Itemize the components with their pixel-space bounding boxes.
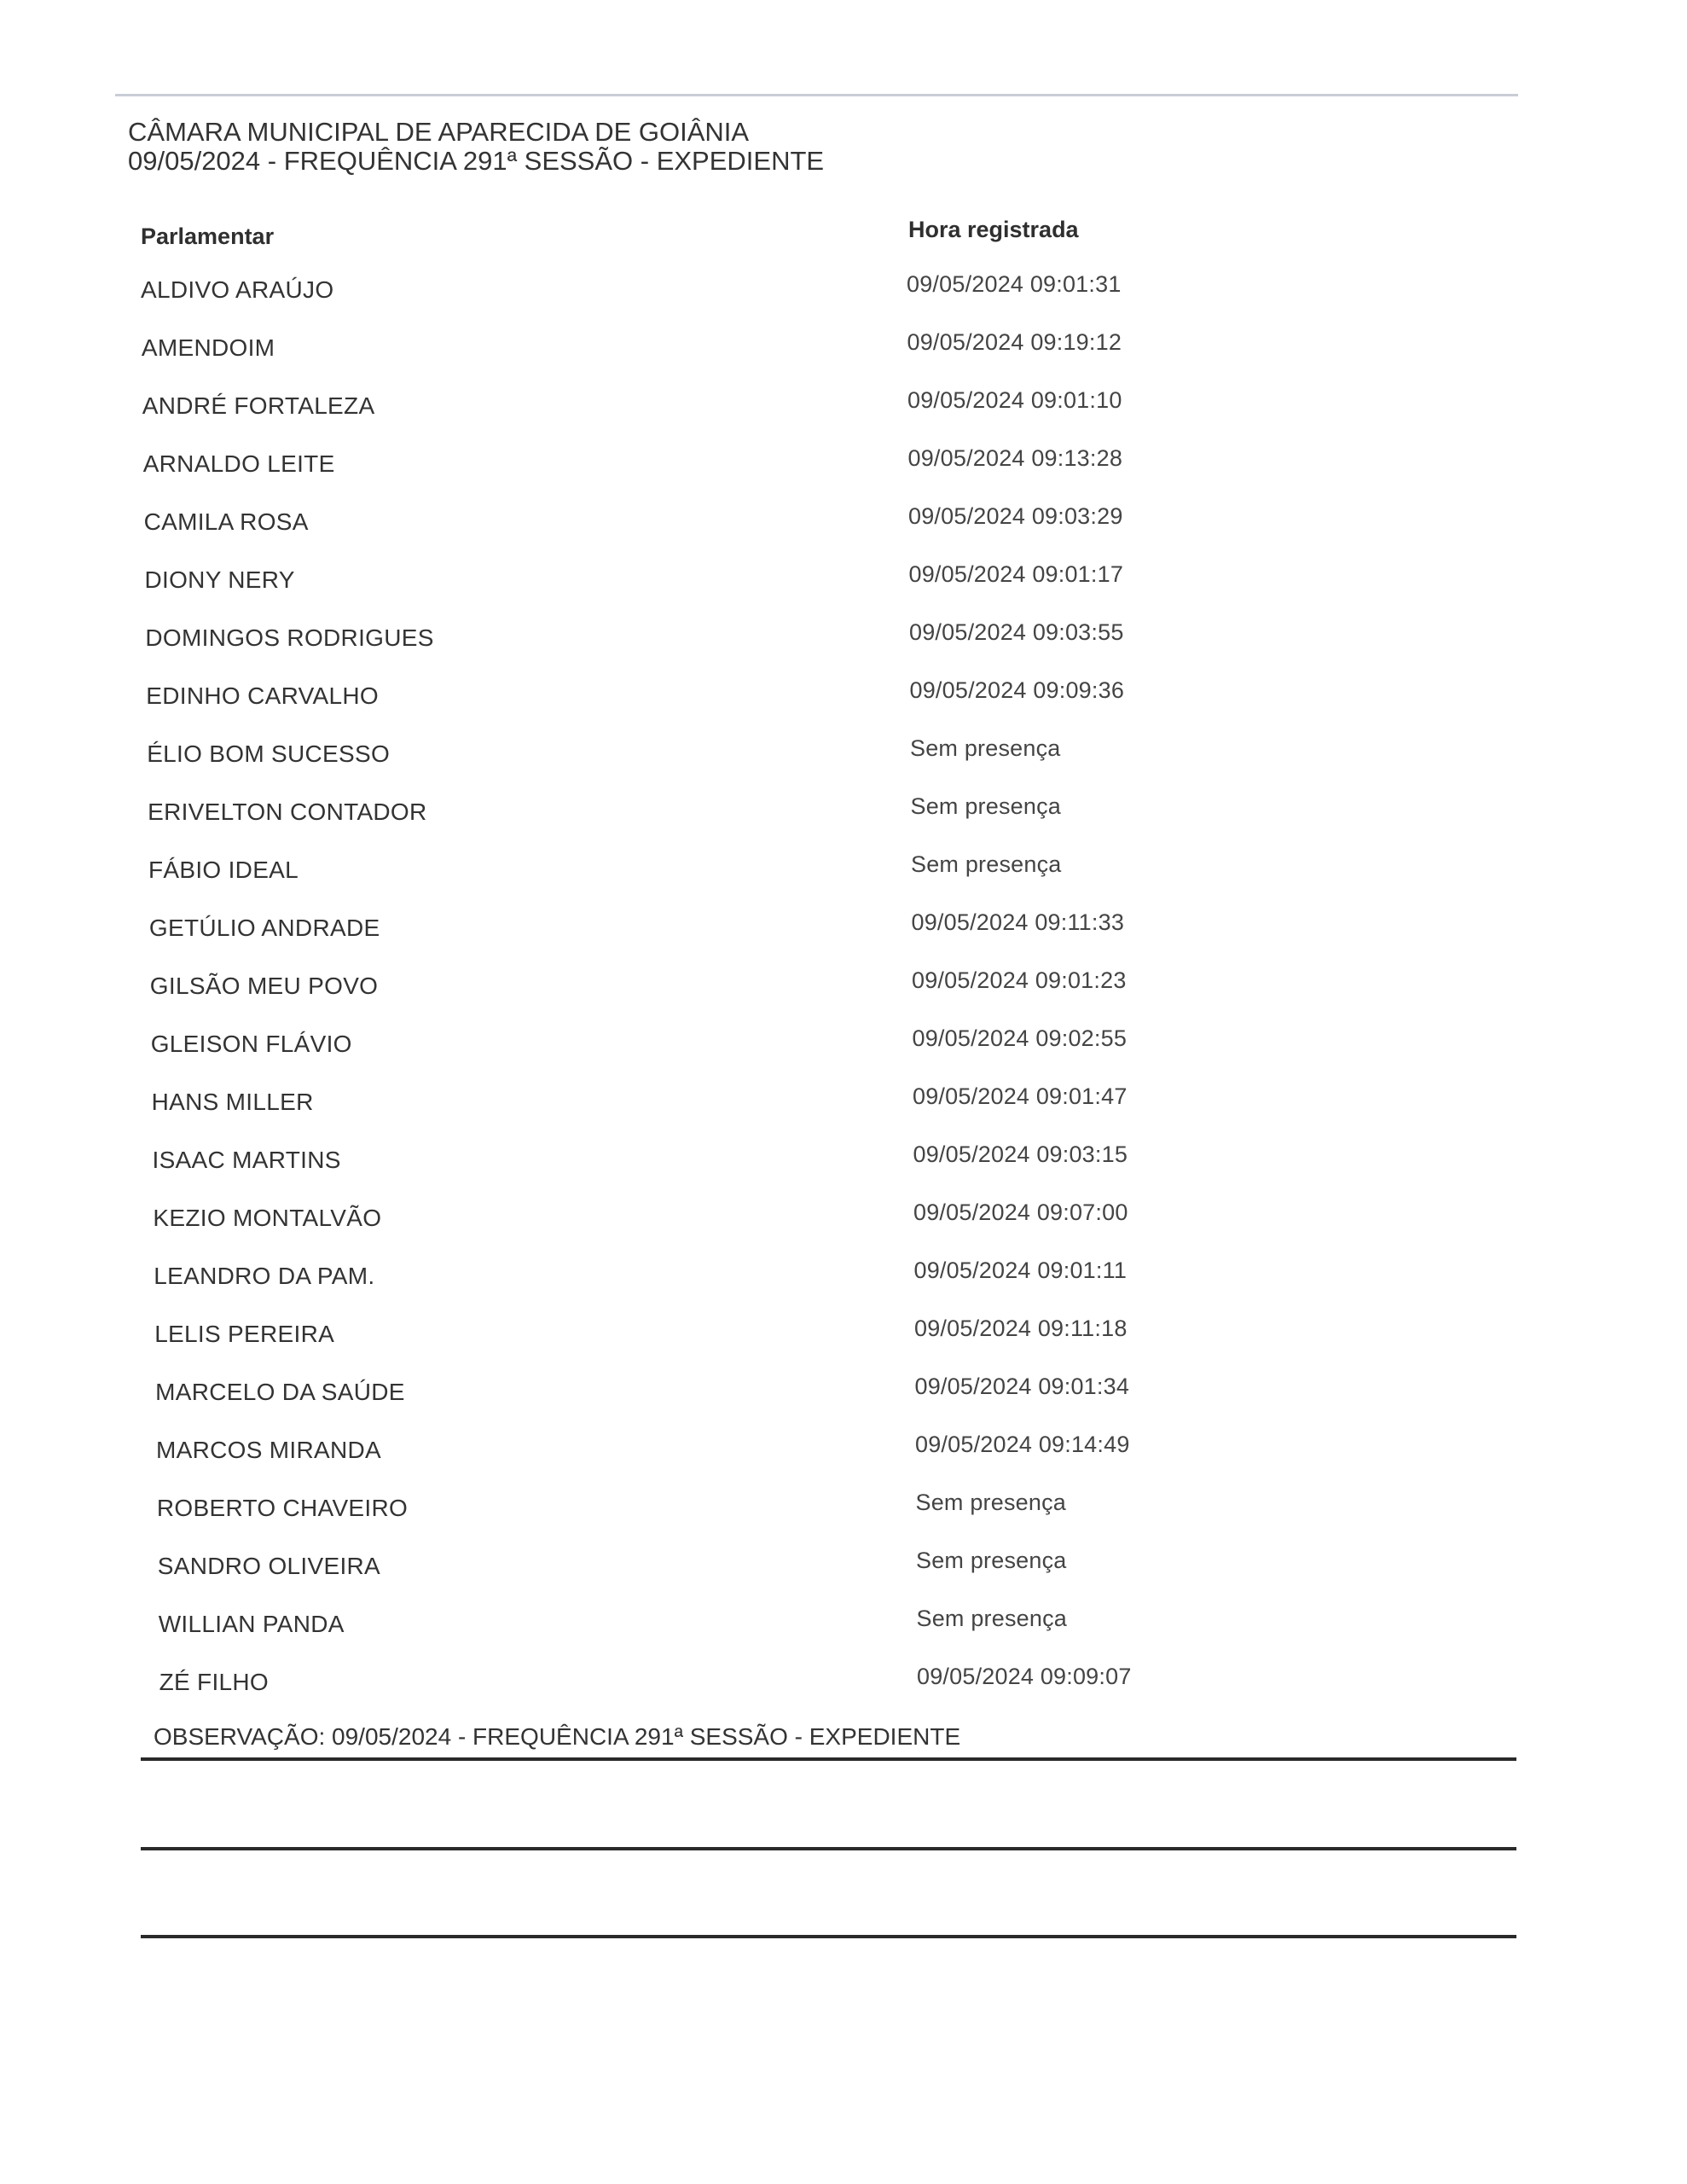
registered-time: 09/05/2024 09:09:36 [909, 677, 1125, 703]
registered-time: 09/05/2024 09:03:29 [908, 503, 1123, 529]
table-row [141, 787, 1164, 845]
parlamentar-name: CAMILA ROSA [143, 508, 309, 535]
table-row [141, 613, 1164, 671]
parlamentar-name: AMENDOIM [141, 334, 275, 361]
parlamentar-name: KEZIO MONTALVÃO [153, 1205, 382, 1231]
parlamentar-name: LELIS PEREIRA [154, 1321, 335, 1347]
parlamentar-name: DOMINGOS RODRIGUES [145, 624, 434, 651]
registered-time: Sem presença [910, 735, 1061, 761]
parlamentar-name: ARNALDO LEITE [142, 450, 335, 477]
table-row [141, 380, 1164, 439]
parlamentar-name: ALDIVO ARAÚJO [141, 276, 334, 303]
parlamentar-name: GETÚLIO ANDRADE [148, 915, 380, 941]
registered-time: 09/05/2024 09:02:55 [912, 1025, 1128, 1051]
parlamentar-name: MARCELO DA SAÚDE [155, 1379, 405, 1405]
registered-time: 09/05/2024 09:09:07 [917, 1664, 1132, 1689]
table-row [141, 671, 1164, 729]
registered-time: Sem presença [910, 793, 1061, 819]
registered-time: 09/05/2024 09:07:00 [913, 1199, 1128, 1225]
table-row [141, 729, 1164, 787]
table-row [141, 845, 1164, 903]
parlamentar-name: DIONY NERY [144, 566, 295, 593]
registered-time: 09/05/2024 09:01:34 [914, 1374, 1130, 1399]
table-row [141, 1483, 1164, 1541]
parlamentar-name: ISAAC MARTINS [152, 1147, 341, 1173]
parlamentar-name: WILLIAN PANDA [158, 1611, 345, 1637]
registered-time: Sem presença [911, 851, 1062, 877]
table-row [141, 1251, 1164, 1309]
registered-time: 09/05/2024 09:03:15 [913, 1141, 1128, 1167]
table-row [141, 903, 1164, 961]
parlamentar-name: LEANDRO DA PAM. [154, 1263, 375, 1289]
registered-time: 09/05/2024 09:11:18 [914, 1316, 1128, 1341]
parlamentar-name: ÉLIO BOM SUCESSO [147, 741, 391, 767]
attendance-table [141, 264, 1164, 1715]
registered-time: 09/05/2024 09:14:49 [915, 1432, 1130, 1457]
registered-time: 09/05/2024 09:11:33 [911, 909, 1125, 935]
table-row [141, 439, 1164, 497]
parlamentar-name: ROBERTO CHAVEIRO [156, 1495, 409, 1521]
table-row [141, 322, 1164, 380]
parlamentar-name: SANDRO OLIVEIRA [157, 1553, 381, 1579]
registered-time: 09/05/2024 09:01:17 [908, 561, 1124, 587]
registered-time: 09/05/2024 09:01:31 [907, 271, 1122, 297]
observation-line-3 [141, 1935, 1516, 1938]
column-header-hora: Hora registrada [908, 217, 1079, 242]
registered-time: 09/05/2024 09:13:28 [907, 445, 1123, 471]
table-row [141, 264, 1164, 322]
session-title: 09/05/2024 - FREQUÊNCIA 291ª SESSÃO - EXPEDIENTE [128, 146, 825, 176]
parlamentar-name: EDINHO CARVALHO [146, 682, 379, 709]
table-row [141, 1193, 1164, 1251]
table-row [141, 1309, 1164, 1367]
column-header-parlamentar: Parlamentar [141, 224, 275, 249]
table-row [141, 1135, 1164, 1193]
registered-time: Sem presença [916, 1548, 1067, 1573]
registered-time: 09/05/2024 09:19:12 [907, 329, 1122, 355]
registered-time: Sem presença [916, 1606, 1067, 1631]
registered-time: 09/05/2024 09:01:11 [913, 1258, 1128, 1283]
table-row [141, 555, 1164, 613]
observation-line-2 [141, 1847, 1516, 1850]
table-row [141, 1425, 1164, 1483]
parlamentar-name: ANDRÉ FORTALEZA [142, 392, 375, 419]
table-row [141, 497, 1164, 555]
table-row [141, 1541, 1164, 1599]
institution-title: CÂMARA MUNICIPAL DE APARECIDA DE GOIÂNIA [128, 117, 750, 147]
parlamentar-name: HANS MILLER [151, 1089, 314, 1115]
observation-line-1 [141, 1757, 1516, 1761]
registered-time: 09/05/2024 09:01:23 [912, 967, 1127, 993]
document-header [128, 118, 824, 176]
table-row [141, 1599, 1164, 1657]
registered-time: 09/05/2024 09:01:10 [907, 387, 1122, 413]
parlamentar-name: GLEISON FLÁVIO [150, 1031, 352, 1057]
parlamentar-name: ZÉ FILHO [159, 1669, 270, 1695]
parlamentar-name: ERIVELTON CONTADOR [148, 799, 427, 825]
observation-text: OBSERVAÇÃO: 09/05/2024 - FREQUÊNCIA 291ª SESSÃO - EXPEDIENTE [154, 1723, 961, 1750]
registered-time: 09/05/2024 09:01:47 [913, 1083, 1128, 1109]
registered-time: 09/05/2024 09:03:55 [909, 619, 1124, 645]
table-row [141, 1077, 1164, 1135]
table-row [141, 961, 1164, 1019]
parlamentar-name: GILSÃO MEU POVO [149, 973, 379, 999]
top-divider [115, 94, 1518, 96]
parlamentar-name: MARCOS MIRANDA [156, 1437, 381, 1463]
table-row [141, 1019, 1164, 1077]
table-row [141, 1657, 1164, 1715]
registered-time: Sem presença [915, 1490, 1066, 1515]
parlamentar-name: FÁBIO IDEAL [148, 857, 299, 883]
table-row [141, 1367, 1164, 1425]
